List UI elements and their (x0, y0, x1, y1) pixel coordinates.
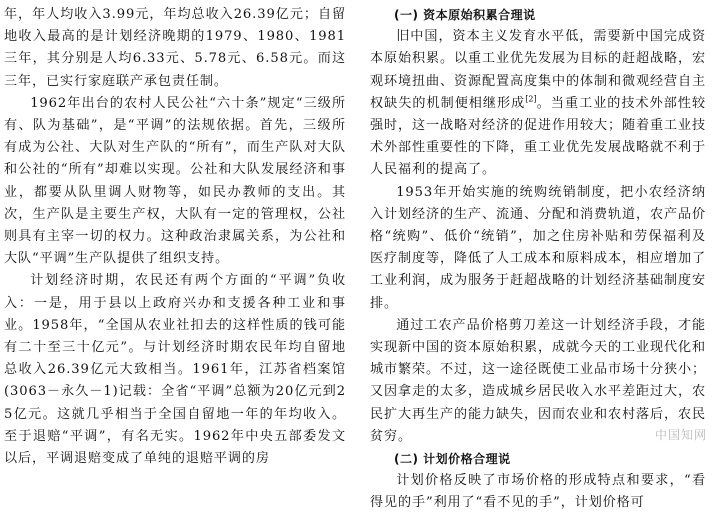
left-paragraph-2: 1962年出台的农村人民公社“六十条”规定“三级所有、队为基础”，是“平调”的法规依据。首先，三级所有成为公社、大队对生产队的“所有”，而生产队对大队和公社的“所有”却难以实现。公社和大队发展经济和事业，都要从队里调人财物等，如民办教师的支出。其次，生产队是主要生产权，大队有一定的管理权，公社则具有主宰一切的权力。这种政治隶属关系，为公社和大队“平调”生产队提供了组织支持。 (4, 95, 346, 267)
right-paragraph-1-text: 旧中国，资本主义发育水平低，需要新中国完成资本原始积累。以重工业优先发展为目标的赶超战略，宏观环境扭曲、资源配置高度集中的体制和微观经营自主权缺失的机制便相继形成 (370, 29, 706, 111)
left-paragraph-3: 计划经济时期，农民还有两个方面的“平调”负收入：一是，用于县以上政府兴办和支援各种工业和事业。1958年，“全国从农业社扣去的这样性质的钱可能有二十至三十亿元”。与计划经济时期农民年均自留地总收入26.39亿元大致相当。1961年，江苏省档案馆(3063－永久－1)记载：全省“平调”总额为20亿元到25亿元。这就几乎相当于全国自留地一年的年均收入。至于退赔“平调”，有名无实。1962年中央五部委发文以后，平调退赔变成了单纯的退赔平调的房 (4, 273, 346, 467)
right-paragraph-2: 1953年开始实施的统购统销制度，把小农经济纳入计划经济的生产、流通、分配和消费轨道，农产品价格“统购”、低价“统销”，加之住房补贴和劳保福利及医疗制度等，降低了人工成本和原料成本，相应增加了工业利润，成为服务于赶超战略的计划经济基础制度安排。 (370, 184, 706, 311)
right-paragraph-1 (370, 26, 706, 181)
right-paragraph-3: 通过工农产品价格剪刀差这一计划经济手段，才能实现新中国的资本原始积累，成就今天的工业现代化和城市繁荣。不过，这一途径既使工业品市场十分狭小；又因拿走的太多，造成城乡居民收入水平差距过大，农民扩大再生产的能力缺失，因而农业和农村落后，农民贫穷。 (370, 317, 706, 444)
citation-ref: [2] (525, 94, 537, 104)
left-column (4, 4, 346, 470)
section-heading-2: (二) 计划价格合理说 (394, 452, 511, 467)
right-paragraph-4: 计划价格反映了市场价格的形成特点和要求，“看得见的手”利用了“看不见的手”，计划价格可 (370, 473, 706, 511)
watermark: 中国知网 (654, 428, 707, 442)
left-paragraph-1: 年，年人均收入3.99元，年均总收入26.39亿元；自留地收入最高的是计划经济晚期的1979、1980、1981三年，其分别是人均6.33元、5.78元、6.58元。而这三年，已实行家庭联产承包责任制。 (4, 7, 346, 89)
section-heading-1: (一) 资本原始积累合理说 (394, 8, 536, 22)
right-paragraph-1-rest: 。当重工业的技术外部性较强时，这一战略对经济的促进作用较大；随着重工业技术外部性重要性的下降，重工业优先发展战略就不利于人民福利的提高了。 (370, 95, 706, 178)
